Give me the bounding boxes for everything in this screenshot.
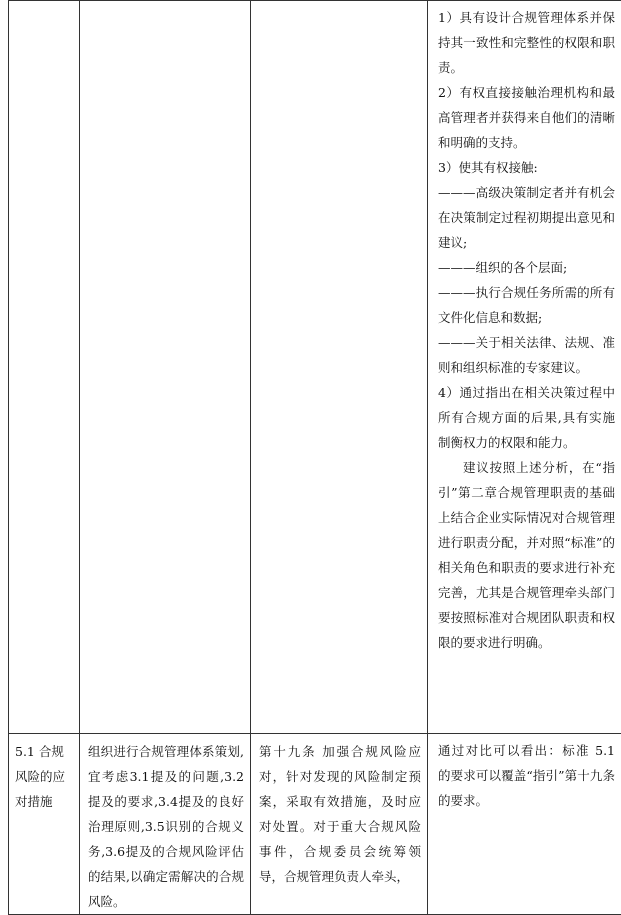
analysis-paragraph: ———高级决策制定者并有机会在决策制定过程初期提出意见和建议;	[438, 180, 615, 255]
analysis-paragraph: 4）通过指出在相关决策过程中所有合规方面的后果,具有实施制衡权力的权限和能力。	[438, 380, 615, 455]
table-cell-guideline	[251, 1, 428, 734]
analysis-text: 通过对比可以看出：标准 5.1 的要求可以覆盖“指引”第十九条的要求。	[428, 734, 621, 813]
analysis-text	[428, 1, 621, 655]
table-cell-analysis	[428, 1, 621, 734]
analysis-paragraph: 1）具有设计合规管理体系并保持其一致性和完整性的权限和职责。	[438, 5, 615, 80]
table-cell-clause	[9, 1, 80, 734]
table-cell-guideline	[251, 734, 428, 915]
analysis-paragraph: 2）有权直接接触治理机构和最高管理者并获得来自他们的清晰和明确的支持。	[438, 80, 615, 155]
table-cell-standard	[80, 1, 251, 734]
table-row	[9, 1, 621, 734]
table-cell-analysis	[428, 734, 621, 915]
table-cell-clause	[9, 734, 80, 915]
clause-title: 5.1 合规风险的应对措施	[9, 734, 79, 814]
analysis-paragraph: ———组织的各个层面;	[438, 255, 615, 280]
standard-text: 组织进行合规管理体系策划,宜考虑3.1提及的问题,3.2提及的要求,3.4提及的良好治理原则,3.5识别的合规义务,3.6提及的合规风险评估的结果,以确定需解决的合规风险。	[80, 734, 250, 914]
table-cell-standard	[80, 734, 251, 915]
guideline-text: 第十九条 加强合规风险应对，针对发现的风险制定预案，采取有效措施，及时应对处置。对于重大合规风险事件，合规委员会统筹领导，合规管理负责人牵头，	[251, 734, 427, 889]
analysis-paragraph: ———关于相关法律、法规、准则和组织标准的专家建议。	[438, 330, 615, 380]
recommendation-paragraph: 建议按照上述分析，在“指引”第二章合规管理职责的基础上结合企业实际情况对合规管理进行职责分配，并对照“标准”的相关角色和职责的要求进行补充完善，尤其是合规管理牵头部门要按照标准对合规团队职责和权限的要求进行明确。	[438, 455, 615, 655]
analysis-paragraph: ———执行合规任务所需的所有文件化信息和数据;	[438, 280, 615, 330]
table-row	[9, 734, 621, 915]
analysis-paragraph: 3）使其有权接触:	[438, 155, 615, 180]
comparison-table	[8, 0, 621, 915]
